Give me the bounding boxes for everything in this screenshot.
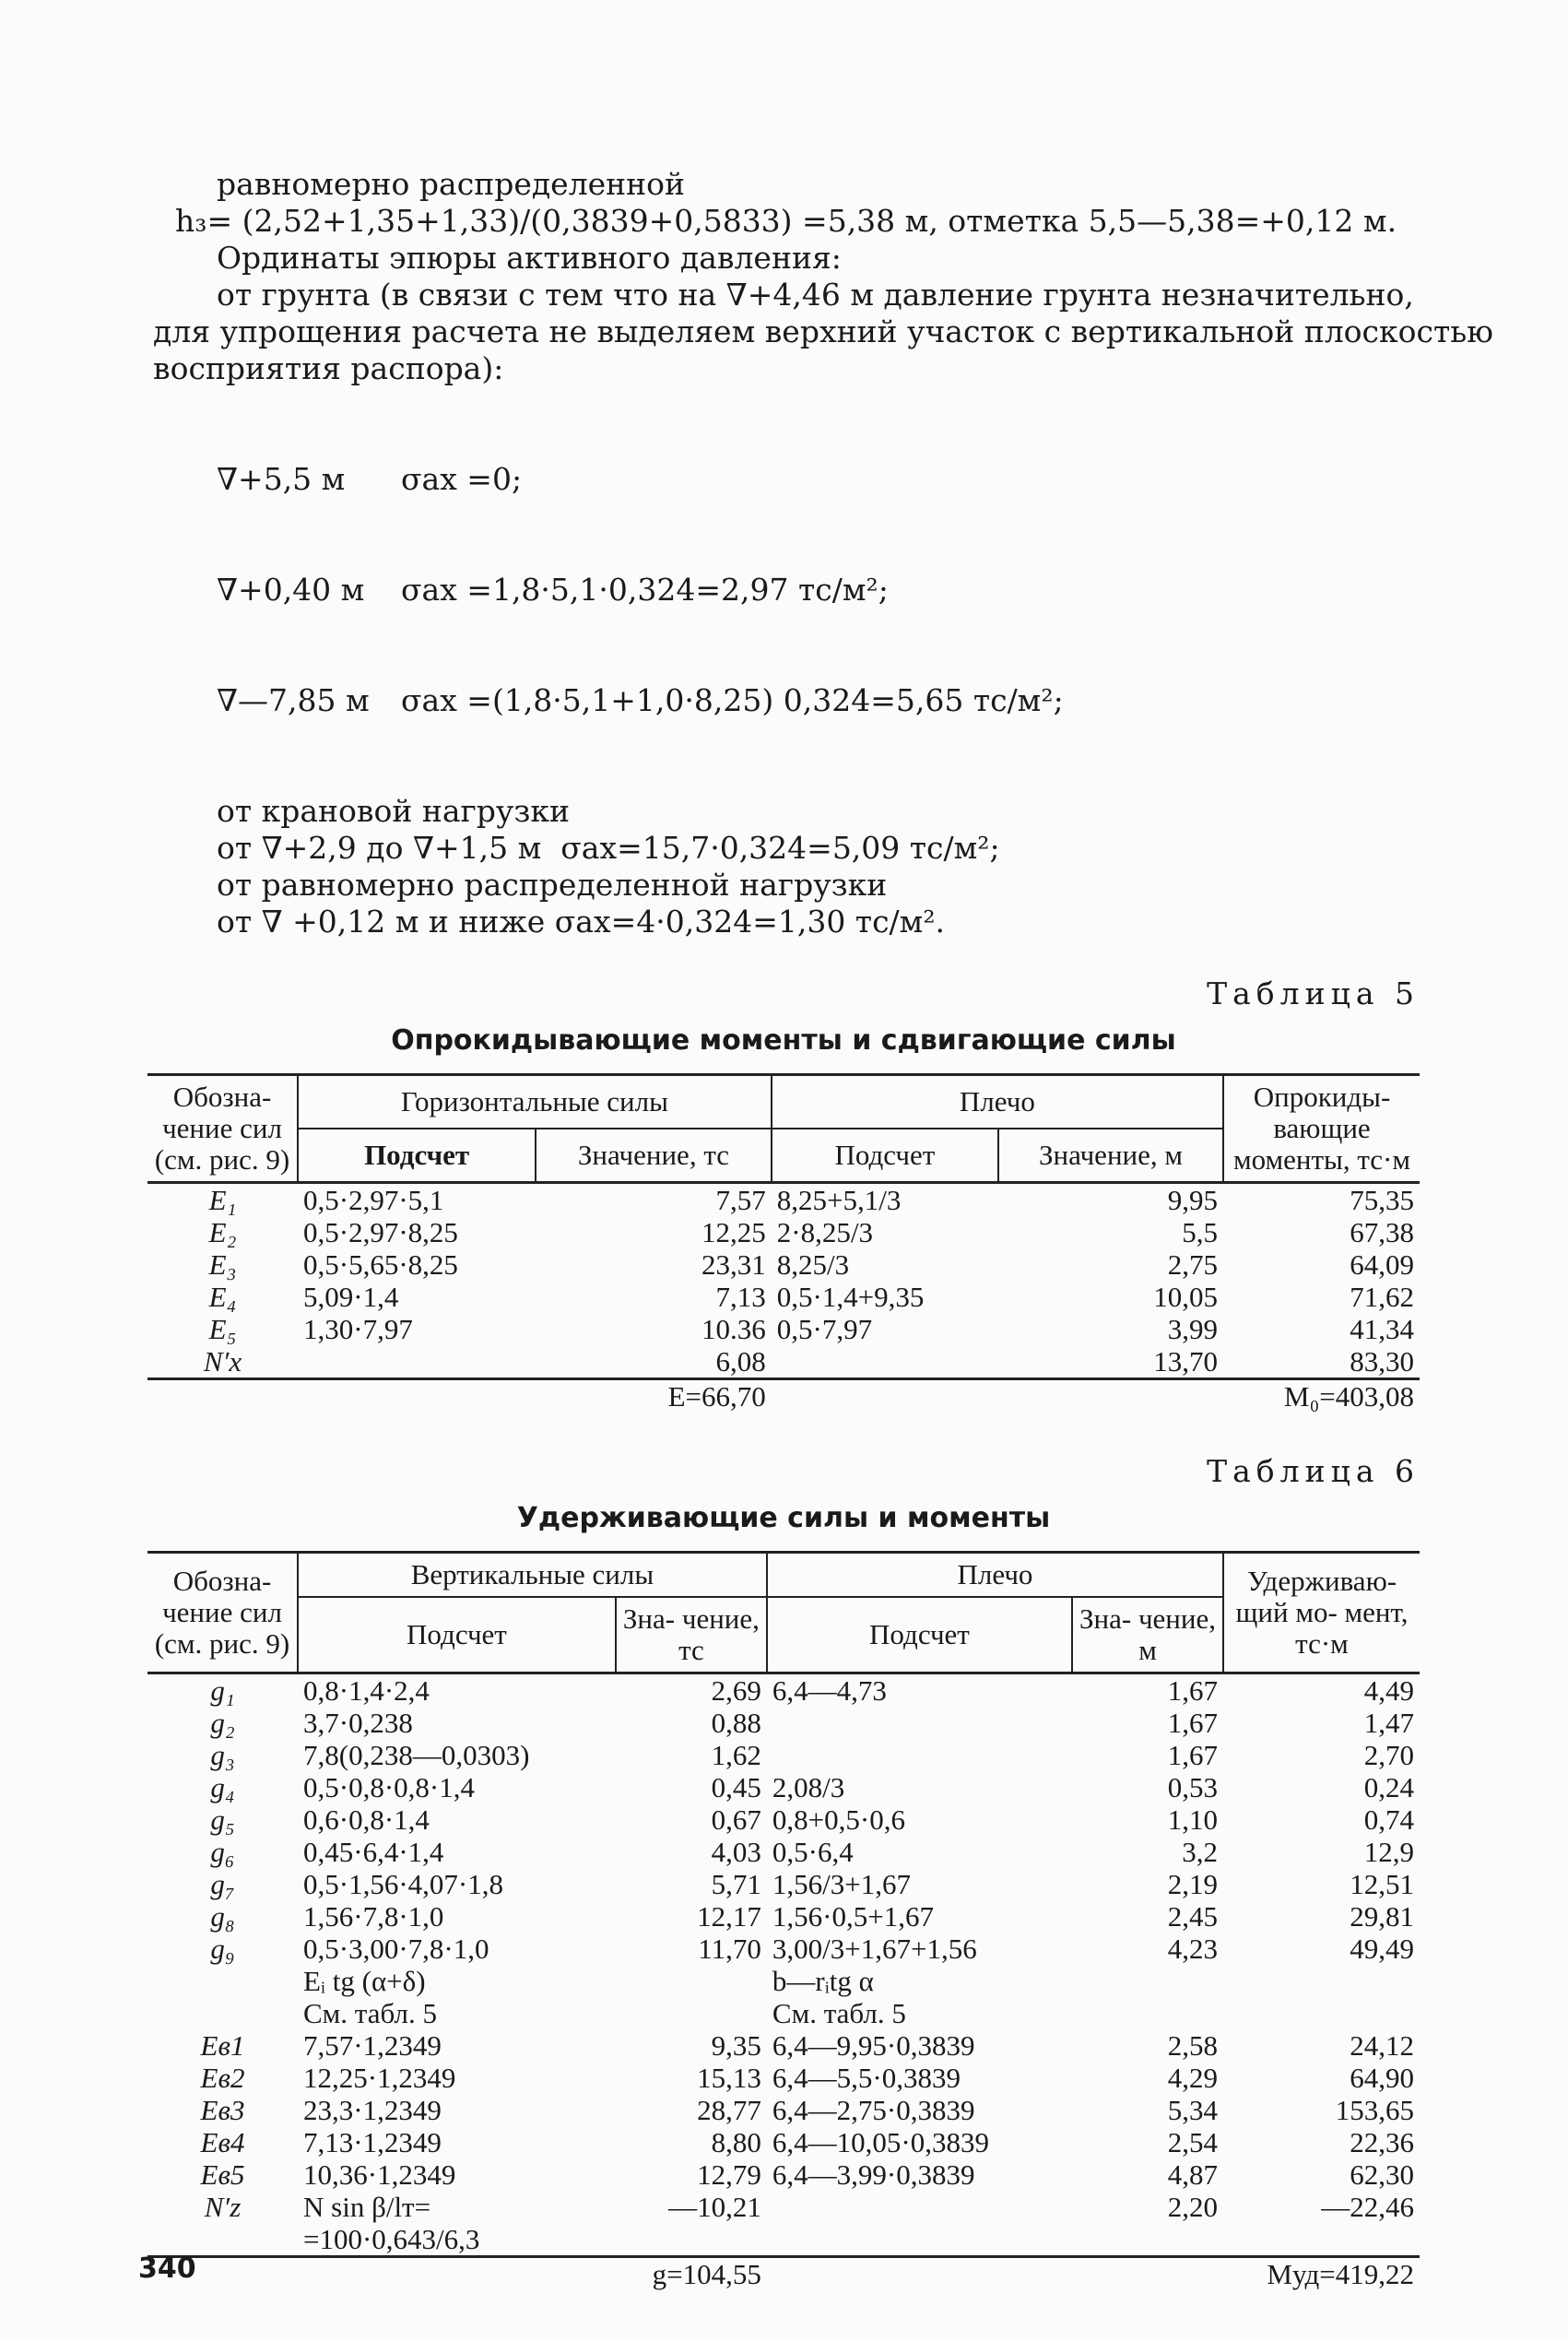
text-line: от грунта (в связи с тем что на ∇+4,46 м давление грунта незначительно, [217,277,1414,313]
table-cell-calc: 12,25·1,2349 [303,2062,456,2094]
table-cell-calc: 2,08/3 [772,1771,845,1803]
table-cell-moment: 67,38 [1350,1216,1414,1248]
table-cell-calc: 0,5·2,97·5,1 [303,1184,444,1216]
table-row [147,1313,1420,1345]
table-row [147,2223,1420,2257]
table-cell-moment: 64,09 [1350,1248,1414,1281]
table-cell-value: 15,13 [697,2062,761,2094]
table-row [147,1997,1420,2029]
text-line: от крановой нагрузки [217,793,570,829]
table-cell-value [616,1997,767,2029]
table-cell-moment [1223,1965,1420,1997]
table-cell-calc: 6,4—5,5·0,3839 [772,2062,961,2094]
table-cell-value: 2,45 [1167,1900,1218,1933]
table-cell-calc: 7,8(0,238—0,0303) [303,1739,530,1771]
table-symbol: Eв2 [200,2062,245,2094]
header-forces: Вертикальные силы [298,1553,767,1598]
table-cell-value: —10,21 [668,2191,761,2223]
table-cell-calc: 10,36·1,2349 [303,2158,456,2191]
table-cell-calc: 6,4—9,95·0,3839 [772,2029,975,2062]
table-cell-calc: 0,5·2,97·8,25 [303,1216,458,1248]
table-symbol: N′x [203,1345,242,1377]
table-cell-value: 0,53 [1167,1771,1218,1803]
table-cell-value [1072,1997,1223,2029]
table-row [147,1707,1420,1739]
table-cell-value: 1,67 [1167,1707,1218,1739]
table-cell-value: 4,87 [1167,2158,1218,2191]
table-cell-calc: 1,30·7,97 [303,1313,413,1345]
table-row [147,1868,1420,1900]
table-symbol: g₅ [210,1803,235,1836]
table-row [147,1836,1420,1868]
table-cell-value: 3,99 [1167,1313,1218,1345]
text-line: восприятия распора): [153,350,504,386]
table-symbol: E₄ [208,1281,237,1313]
table-cell-value: 0,67 [711,1803,761,1836]
table-cell-value: 4,03 [711,1836,761,1868]
table-row [147,2126,1420,2158]
table-cell-value: 1,67 [1167,1739,1218,1771]
table-cell-calc: 8,25/3 [776,1248,850,1281]
table-symbol: g₃ [210,1739,235,1771]
table-cell-calc: 5,09·1,4 [303,1281,399,1313]
table-cell-value: 23,31 [701,1248,766,1281]
table-cell-value: 0,45 [711,1771,761,1803]
table-symbol: g₂ [210,1707,235,1739]
table-row [147,1965,1420,1997]
header-value: Зна- чение, м [1072,1597,1223,1673]
table-row [147,1345,1420,1379]
table-cell-calc: b—rᵢtg α [772,1965,874,1997]
table-cell-moment: 49,49 [1350,1933,1414,1965]
table-symbol: g₆ [210,1836,235,1868]
table-cell-value: 1,67 [1167,1674,1218,1707]
table-cell-value: 1,62 [711,1739,761,1771]
table-cell-calc [767,2191,1072,2223]
table-cell-value: 2,20 [1167,2191,1218,2223]
table-row [147,2191,1420,2223]
header-arm: Плечо [767,1553,1223,1598]
header-symbol: Обозна- чение сил (см. рис. 9) [154,1081,290,1176]
table-cell-calc: 0,5·1,4+9,35 [776,1281,925,1313]
table-cell-value: 7,57 [715,1184,766,1216]
text-line: h₃= (2,52+1,35+1,33)/(0,3839+0,5833) =5,38 м, отметка 5,5—5,38=+0,12 м. [175,203,1397,239]
table-symbol: Eв4 [200,2126,245,2158]
table5 [147,1073,1420,1413]
table-cell-value: 12,79 [697,2158,761,2191]
text-line: равномерно распределенной [217,166,686,202]
table-cell-moment: 24,12 [1350,2029,1414,2062]
table-cell-calc: 0,6·0,8·1,4 [303,1803,430,1836]
table-cell-calc: 6,4—4,73 [772,1674,887,1707]
table6-title: Удерживающие силы и моменты [516,1502,1051,1534]
header-arm: Плечо [772,1075,1223,1129]
table-cell-calc: 0,5·0,8·0,8·1,4 [303,1771,475,1803]
total-moment: Mуд=419,22 [1223,2257,1420,2291]
table-cell-value: 2,58 [1167,2029,1218,2062]
table-cell-calc: 0,5·6,4 [772,1836,854,1868]
table-cell-calc: 2·8,25/3 [776,1216,873,1248]
table-symbol: Eв1 [200,2029,245,2062]
table-row [147,1248,1420,1281]
table-cell-calc: 6,4—10,05·0,3839 [772,2126,989,2158]
table-cell-calc: 0,5·1,56·4,07·1,8 [303,1868,503,1900]
table-row [147,2062,1420,2094]
table-cell-value: 28,77 [697,2094,761,2126]
elevation-label: ∇—7,85 м [217,682,370,718]
table-row [147,1673,1420,1708]
table-row [147,1216,1420,1248]
table-cell-value: 4,23 [1167,1933,1218,1965]
table-cell-value: 4,29 [1167,2062,1218,2094]
table-cell-calc: 1,56·7,8·1,0 [303,1900,444,1933]
table-row [147,1183,1420,1217]
table-cell-value: 2,75 [1167,1248,1218,1281]
table-cell-calc: N sin β/lт= [303,2191,431,2223]
table-cell-moment: 0,24 [1363,1771,1414,1803]
total-force: E=66,70 [536,1379,772,1413]
table-cell-moment: 2,70 [1363,1739,1414,1771]
header-value: Зна- чение, тс [616,1597,767,1673]
table-cell-calc: 1,56/3+1,67 [772,1868,912,1900]
header-value: Значение, тс [536,1129,772,1183]
table5-label: Таблица 5 [1207,975,1420,1011]
table-row [147,1900,1420,1933]
table-cell-value: 13,70 [1153,1345,1218,1377]
table-cell-moment: 64,90 [1350,2062,1414,2094]
table-cell-calc [767,1707,1072,1739]
table-symbol: g₁ [210,1674,235,1707]
table-cell-calc: 6,4—3,99·0,3839 [772,2158,975,2191]
table-cell-calc: 3,00/3+1,67+1,56 [772,1933,977,1965]
table-cell-value: 12,17 [697,1900,761,1933]
ordinate-line [147,387,1420,793]
table-cell-calc: 0,5·5,65·8,25 [303,1248,458,1281]
table-symbol: g₄ [210,1771,235,1803]
table-cell-value: 7,13 [715,1281,766,1313]
table-row [147,2029,1420,2062]
header-value: Значение, м [998,1129,1223,1183]
table-cell-value: 9,95 [1167,1184,1218,1216]
table-cell-calc: Eᵢ tg (α+δ) [303,1965,426,1997]
table-cell-value: 12,25 [701,1216,766,1248]
table-cell-moment: 22,36 [1350,2126,1414,2158]
table-cell-value: 5,5 [1182,1216,1218,1248]
table5-title: Опрокидывающие моменты и сдвигающие силы [391,1024,1176,1057]
table-cell-moment: 0,74 [1363,1803,1414,1836]
table-symbol: E₅ [208,1313,237,1345]
table-cell-calc [298,1345,536,1379]
total-moment: M₀=403,08 [1223,1379,1420,1413]
table-symbol: E₃ [208,1248,237,1281]
elevation-label: ∇+5,5 м [217,461,346,497]
table-cell-value: 0,88 [711,1707,761,1739]
table-row [147,2094,1420,2126]
table-cell-value: 2,19 [1167,1868,1218,1900]
table-symbol [147,1965,298,1997]
table-cell-value: 5,34 [1167,2094,1218,2126]
table-cell-calc: 0,45·6,4·1,4 [303,1836,444,1868]
table-cell-moment: —22,46 [1321,2191,1414,2223]
table-cell-calc: 0,5·7,97 [776,1313,873,1345]
table-cell-moment: 71,62 [1350,1281,1414,1313]
header-forces: Горизонтальные силы [298,1075,772,1129]
table6-label: Таблица 6 [1207,1453,1420,1489]
header-calc: Подсчет [298,1129,536,1183]
ordinate-formula: σax =0; [401,461,523,497]
ordinate-formula: σax =1,8·5,1·0,324=2,97 тс/м²; [401,572,889,608]
table-cell-value [616,1965,767,1997]
table-cell-calc: 1,56·0,5+1,67 [772,1900,934,1933]
elevation-label: ∇+0,40 м [217,572,365,608]
table-cell-value: 6,08 [715,1345,766,1377]
table-row [147,2158,1420,2191]
table-cell-value: 2,54 [1167,2126,1218,2158]
table-symbol: E₂ [208,1216,237,1248]
table-cell-value: 3,2 [1182,1836,1218,1868]
table-cell-value: 10.36 [701,1313,766,1345]
table-row [147,1933,1420,1965]
table-cell-moment [1223,2223,1420,2257]
table-cell-calc: 0,8+0,5·0,6 [772,1803,905,1836]
header-calc: Подсчет [767,1597,1072,1673]
table-cell-calc [767,2223,1072,2257]
table-cell-calc: 6,4—2,75·0,3839 [772,2094,975,2126]
text-line: от равномерно распределенной нагрузки [217,867,888,903]
table-cell-calc: 23,3·1,2349 [303,2094,442,2126]
table-cell-moment: 62,30 [1350,2158,1414,2191]
table-symbol: Eв3 [200,2094,245,2126]
page-number: 340 [138,2252,196,2285]
table-cell-calc: См. табл. 5 [303,1997,437,2029]
text-line: от ∇ +0,12 м и ниже σax=4·0,324=1,30 тс/м². [217,904,946,940]
total-force: g=104,55 [616,2257,767,2291]
table-symbol: N′z [204,2191,242,2223]
table-symbol: Eв5 [200,2158,245,2191]
table-cell-value: 8,80 [711,2126,761,2158]
intro-text [147,166,1493,940]
table-symbol: E₁ [208,1184,237,1216]
table-cell-value: 9,35 [711,2029,761,2062]
table-cell-calc: 7,57·1,2349 [303,2029,442,2062]
header-symbol: Обозна- чение сил (см. рис. 9) [154,1565,290,1660]
table-cell-moment: 12,51 [1350,1868,1414,1900]
table-cell-moment [1223,1997,1420,2029]
table-cell-value: 1,10 [1167,1803,1218,1836]
table-cell-moment: 83,30 [1350,1345,1414,1377]
table-row [147,1281,1420,1313]
table-cell-calc: 3,7·0,238 [303,1707,413,1739]
table-cell-value [1072,2223,1223,2257]
page-body [147,166,1493,2290]
table-cell-value: 2,69 [711,1674,761,1707]
text-line: для упрощения расчета не выделяем верхний участок с вертикальной плоскостью [153,313,1493,349]
header-moment: Удерживаю- щий мо- мент, тс·м [1223,1553,1420,1673]
table-symbol [147,1997,298,2029]
table-row [147,1803,1420,1836]
header-moment: Опрокиды- вающие моменты, тс·м [1223,1075,1420,1183]
table-cell-value [616,2223,767,2257]
table-cell-moment: 1,47 [1363,1707,1414,1739]
header-calc: Подсчет [298,1597,616,1673]
table6 [147,1551,1420,2290]
table-cell-calc: 0,5·3,00·7,8·1,0 [303,1933,489,1965]
table-cell-calc [772,1345,998,1379]
table-cell-calc: =100·0,643/6,3 [303,2223,480,2255]
text-line: от ∇+2,9 до ∇+1,5 м σax=15,7·0,324=5,09 тс/м²; [217,830,1000,866]
table-cell-value: 10,05 [1153,1281,1218,1313]
table-cell-calc [767,1739,1072,1771]
table-cell-moment: 12,9 [1363,1836,1414,1868]
table-cell-calc: 0,8·1,4·2,4 [303,1674,430,1707]
table-row [147,1771,1420,1803]
table-cell-value [1072,1965,1223,1997]
table-cell-moment: 41,34 [1350,1313,1414,1345]
ordinate-formula: σax =(1,8·5,1+1,0·8,25) 0,324=5,65 тс/м²; [401,682,1064,718]
table-cell-moment: 29,81 [1350,1900,1414,1933]
header-calc: Подсчет [772,1129,998,1183]
table-cell-moment: 4,49 [1363,1674,1414,1707]
table-cell-calc: См. табл. 5 [772,1997,906,2029]
table-symbol: g₉ [210,1933,235,1965]
table-cell-value: 11,70 [698,1933,761,1965]
table-cell-calc: 7,13·1,2349 [303,2126,442,2158]
table-row [147,1739,1420,1771]
table-cell-calc: 8,25+5,1/3 [776,1184,902,1216]
table-cell-moment: 153,65 [1335,2094,1414,2126]
text-line: Ординаты эпюры активного давления: [217,240,842,276]
table-cell-value: 5,71 [711,1868,761,1900]
table-symbol: g₇ [210,1868,235,1900]
table-cell-moment: 75,35 [1350,1184,1414,1216]
table-symbol: g₈ [210,1900,235,1933]
